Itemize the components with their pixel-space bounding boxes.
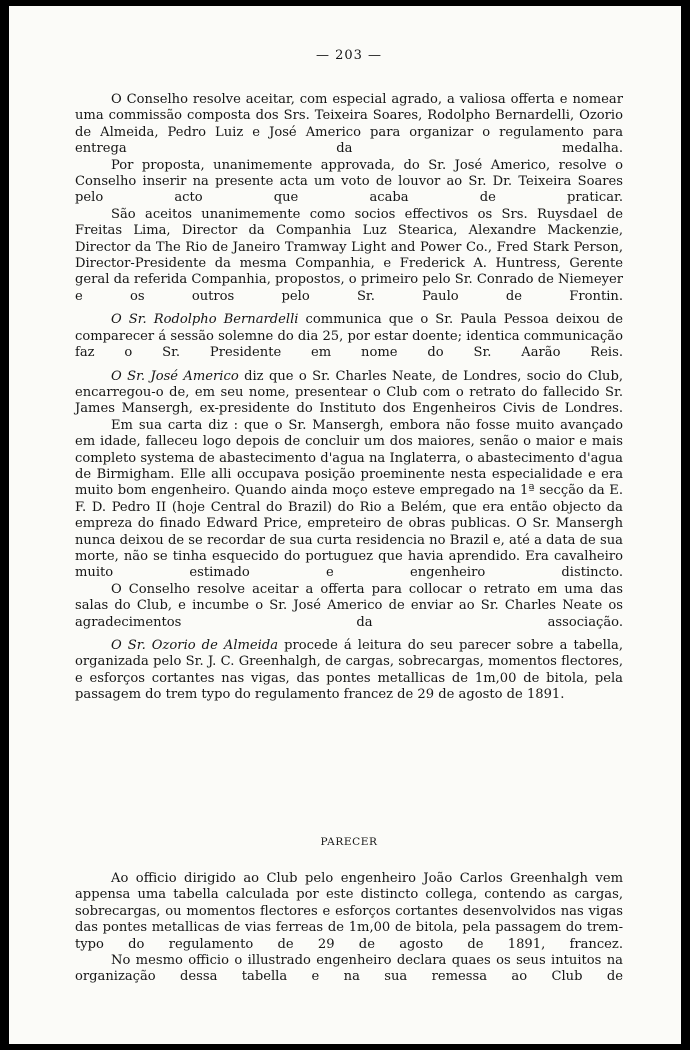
paragraph-ozorio (75, 638, 623, 704)
paragraph-text: diz que o Sr. Charles Neate, de Londres, socio do Club, encarregou-o de, em seu nome, presentear o Club com o retrato do fallecido Sr. James Mansergh, ex-presidente do Instituto dos Engenheiros Civis de Londres. (75, 368, 623, 417)
paragraph-text: procede á leitura do seu parecer sobre a tabella, organizada pelo Sr. J. C. Greenhalgh, de cargas, sobrecargas, momentos flectores, e esforços cortantes nas vigas, das pontes metallicas de 1m,00 de bitola, pela passagem do trem typo do regulamento francez de 29 de agosto de 1891. (75, 638, 623, 703)
paragraph-jose-americo (75, 369, 623, 418)
parecer-text (75, 871, 623, 986)
paragraph-bernardelli (75, 312, 623, 361)
section-heading-parecer: PARECER (320, 836, 378, 848)
document-page (9, 6, 681, 1044)
speaker-name: O Sr. Ozorio de Almeida (111, 638, 279, 653)
paragraph-text: communica que o Sr. Paula Pessoa deixou de comparecer á sessão solemne do dia 25, por estar doente; identica communicação faz o Sr. Presidente em nome do Sr. Aarão Reis. (75, 312, 623, 361)
paragraph-accept-portrait: O Conselho resolve aceitar a offerta para collocar o retrato em uma das salas do Club, e incumbe o Sr. José Americo de enviar ao Sr. Charles Neate os agradecimentos da associação. (75, 581, 623, 630)
paragraph-parecer-1: Ao officio dirigido ao Club pelo engenheiro João Carlos Greenhalgh vem appensa uma tabella calculada por este distincto collega, contendo as cargas, sobrecargas, ou momentos flectores e esforços cortantes desenvolvidos nas vigas das pontes metallicas de vias ferreas de 1m,00 de bitola, pela passagem do trem-typo do regulamento de 29 de agosto de 1891, francez. (75, 871, 623, 952)
paragraph-parecer-2: No mesmo officio o illustrado engenheiro declara quaes os seus intuitos na organização dessa tabella e na sua remessa ao Club de (75, 953, 623, 985)
speaker-name: O Sr. Rodolpho Bernardelli (111, 312, 299, 328)
paragraph-commission: O Conselho resolve aceitar, com especial agrado, a valiosa offerta e nomear uma commissão composta dos Srs. Teixeira Soares, Rodolpho Bernardelli, Ozorio de Almeida, Pedro Luiz e José Americo para organizar o regulamento para entrega da medalha. (75, 92, 623, 157)
paragraph-vote-of-praise: Por proposta, unanimemente approvada, do Sr. José Americo, resolve o Conselho inserir na presente acta um voto de louvor ao Sr. Dr. Teixeira Soares pelo acto que acaba de praticar. (75, 157, 623, 206)
paragraph-new-members: São aceitos unanimemente como socios effectivos os Srs. Ruysdael de Freitas Lima, Director da Companhia Luz Stearica, Alexandre Mackenzie, Director da The Rio de Janeiro Tramway Light and Power Co., Fred Stark Person, Director-Presidente da mesma Companhia, e Frederick A. Huntress, Gerente geral da referida Companhia, propostos, o primeiro pelo Sr. Conrado de Niemeyer e os outros pelo Sr. Paulo de Frontin. (75, 206, 623, 304)
speaker-name: O Sr. José Americo (111, 368, 239, 384)
page-number: — 203 — (315, 48, 383, 63)
paragraph-mansergh-letter: Em sua carta diz : que o Sr. Mansergh, embora não fosse muito avançado em idade, falleceu logo depois de concluir um dos maiores, senão o maior e mais completo systema de abastecimento d'agua na Inglaterra, o abastecimento d'agua de Birmigham. Elle alli occupava posição proeminente nesta especialidade e era muito bom engenheiro. Quando ainda moço esteve empregado na 1ª secção da E. F. D. Pedro II (hoje Central do Brazil) do Rio a Belém, que era então objecto da empreza do finado Edward Price, empreteiro de obras publicas. O Sr. Mansergh nunca deixou de se recordar de sua curta residencia no Brazil e, até a data de sua morte, não se tinha esquecido do portuguez que havia aprendido. Era cavalheiro muito estimado e engenheiro distincto. (75, 417, 623, 581)
minutes-text (75, 92, 623, 704)
